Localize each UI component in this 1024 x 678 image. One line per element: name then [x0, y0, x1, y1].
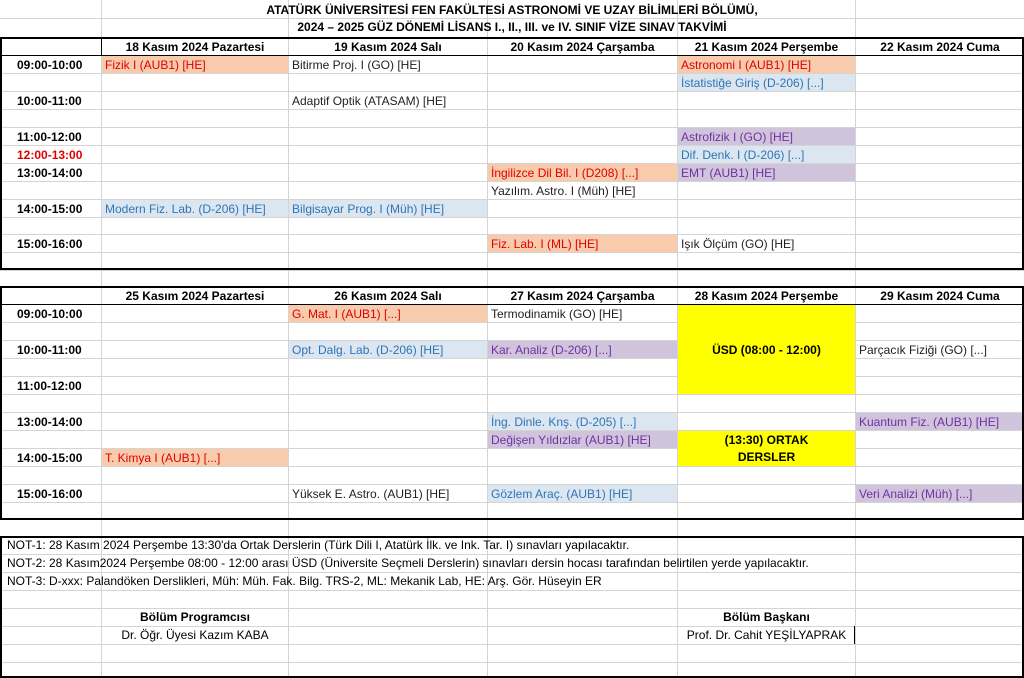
exam-entry: Opt. Dalg. Lab. (D-206) [HE]	[292, 343, 444, 357]
usd-exam-block: ÜSD (08:00 - 12:00)	[712, 343, 821, 357]
exam-entry: Bilgisayar Prog. I (Müh) [HE]	[292, 202, 445, 216]
week2-day-header: 25 Kasım 2024 Pazartesi	[125, 289, 265, 303]
exam-entry: G. Mat. I (AUB1) [...]	[292, 307, 401, 321]
time-slot-label: 15:00-16:00	[17, 487, 83, 501]
exam-entry: Yazılım. Astro. I (Müh) [HE]	[491, 184, 636, 198]
week2-day-header: 26 Kasım 2024 Salı	[334, 289, 442, 303]
exam-entry: Değişen Yıldızlar (AUB1) [HE]	[491, 433, 651, 447]
exam-entry: T. Kimya I (AUB1) [...]	[105, 451, 221, 465]
schedule-title-line1: ATATÜRK ÜNİVERSİTESİ FEN FAKÜLTESİ ASTRONOMİ VE UZAY BİLİMLERİ BÖLÜMÜ,	[266, 3, 758, 17]
time-slot-label: 10:00-11:00	[17, 94, 82, 108]
exam-entry: Kuantum Fiz. (AUB1) [HE]	[859, 415, 1000, 429]
week2-day-header: 29 Kasım 2024 Cuma	[880, 289, 1000, 303]
exam-entry: Fizik I (AUB1) [HE]	[105, 58, 206, 72]
exam-entry: Yüksek E. Astro. (AUB1) [HE]	[292, 487, 450, 501]
time-slot-label: 14:00-15:00	[17, 451, 83, 465]
time-slot-label: 14:00-15:00	[17, 202, 83, 216]
time-slot-label: 09:00-10:00	[17, 58, 83, 72]
week2-day-header: 28 Kasım 2024 Perşembe	[694, 289, 839, 303]
note-line: NOT-3: D-xxx: Palandöken Derslikleri, Müh: Müh. Fak. Bilg. TRS-2, ML: Mekanik Lab, HE: Arş. Gör. Hüseyin ER	[7, 574, 602, 588]
week1-day-header: 22 Kasım 2024 Cuma	[880, 40, 1000, 54]
exam-entry: Parçacık Fiziği (GO) [...]	[859, 343, 988, 357]
exam-entry: Dif. Denk. I (D-206) [...]	[681, 148, 805, 162]
week2-day-header: 27 Kasım 2024 Çarşamba	[510, 289, 655, 303]
exam-entry: İng. Dinle. Knş. (D-205) [...]	[491, 415, 637, 429]
exam-entry: Gözlem Araç. (AUB1) [HE]	[491, 487, 633, 501]
week1-day-header: 19 Kasım 2024 Salı	[334, 40, 442, 54]
programmer-name: Dr. Öğr. Üyesi Kazım KABA	[121, 628, 269, 642]
exam-entry: Termodinamik (GO) [HE]	[491, 307, 623, 321]
exam-entry: Astronomi I (AUB1) [HE]	[681, 58, 812, 72]
exam-entry: Kar. Analiz (D-206) [...]	[491, 343, 612, 357]
week1-day-header: 18 Kasım 2024 Pazartesi	[125, 40, 265, 54]
week1-day-header: 20 Kasım 2024 Çarşamba	[510, 40, 655, 54]
exam-entry: Modern Fiz. Lab. (D-206) [HE]	[105, 202, 266, 216]
exam-entry: Işık Ölçüm (GO) [HE]	[681, 237, 795, 251]
time-slot-label: 10:00-11:00	[17, 343, 82, 357]
time-slot-label-lunch: 12:00-13:00	[17, 148, 83, 162]
exam-entry: Veri Analizi (Müh) [...]	[859, 487, 973, 501]
exam-entry: İstatistiğe Giriş (D-206) [...]	[681, 76, 824, 90]
common-courses-block-line2: DERSLER	[737, 450, 796, 464]
time-slot-label: 11:00-12:00	[17, 379, 82, 393]
time-slot-label: 13:00-14:00	[17, 415, 83, 429]
time-slot-label: 13:00-14:00	[17, 166, 83, 180]
common-courses-block-line1: (13:30) ORTAK	[724, 433, 809, 447]
note-line: NOT-2: 28 Kasım2024 Perşembe 08:00 - 12:00 arası ÜSD (Üniversite Seçmeli Derslerin) sınavları dersin hocası tarafından belirtilen yerde yapılacaktır.	[7, 556, 809, 570]
department-head-name: Prof. Dr. Cahit YEŞİLYAPRAK	[686, 628, 847, 642]
exam-entry: Bitirme Proj. I (GO) [HE]	[292, 58, 421, 72]
exam-entry: Adaptif Optik (ATASAM) [HE]	[292, 94, 447, 108]
department-head-title: Bölüm Başkanı	[723, 610, 810, 624]
exam-entry: EMT (AUB1) [HE]	[681, 166, 776, 180]
time-slot-label: 11:00-12:00	[17, 130, 82, 144]
exam-entry: Fiz. Lab. I (ML) [HE]	[491, 237, 599, 251]
time-slot-label: 15:00-16:00	[17, 237, 83, 251]
week1-day-header: 21 Kasım 2024 Perşembe	[694, 40, 839, 54]
exam-entry: İngilizce Dil Bil. I (D208) [...]	[491, 166, 639, 180]
time-slot-label: 09:00-10:00	[17, 307, 83, 321]
note-line: NOT-1: 28 Kasım 2024 Perşembe 13:30'da Ortak Derslerin (Türk Dili I, Atatürk İlk. ve Ink. Tar. I) sınavları yapılacaktır.	[7, 538, 630, 552]
schedule-title-line2: 2024 – 2025 GÜZ DÖNEMİ LİSANS I., II., III. ve IV. SINIF VİZE SINAV TAKVİMİ	[297, 20, 727, 34]
programmer-title: Bölüm Programcısı	[139, 610, 251, 624]
exam-entry: Astrofizik I (GO) [HE]	[681, 130, 794, 144]
